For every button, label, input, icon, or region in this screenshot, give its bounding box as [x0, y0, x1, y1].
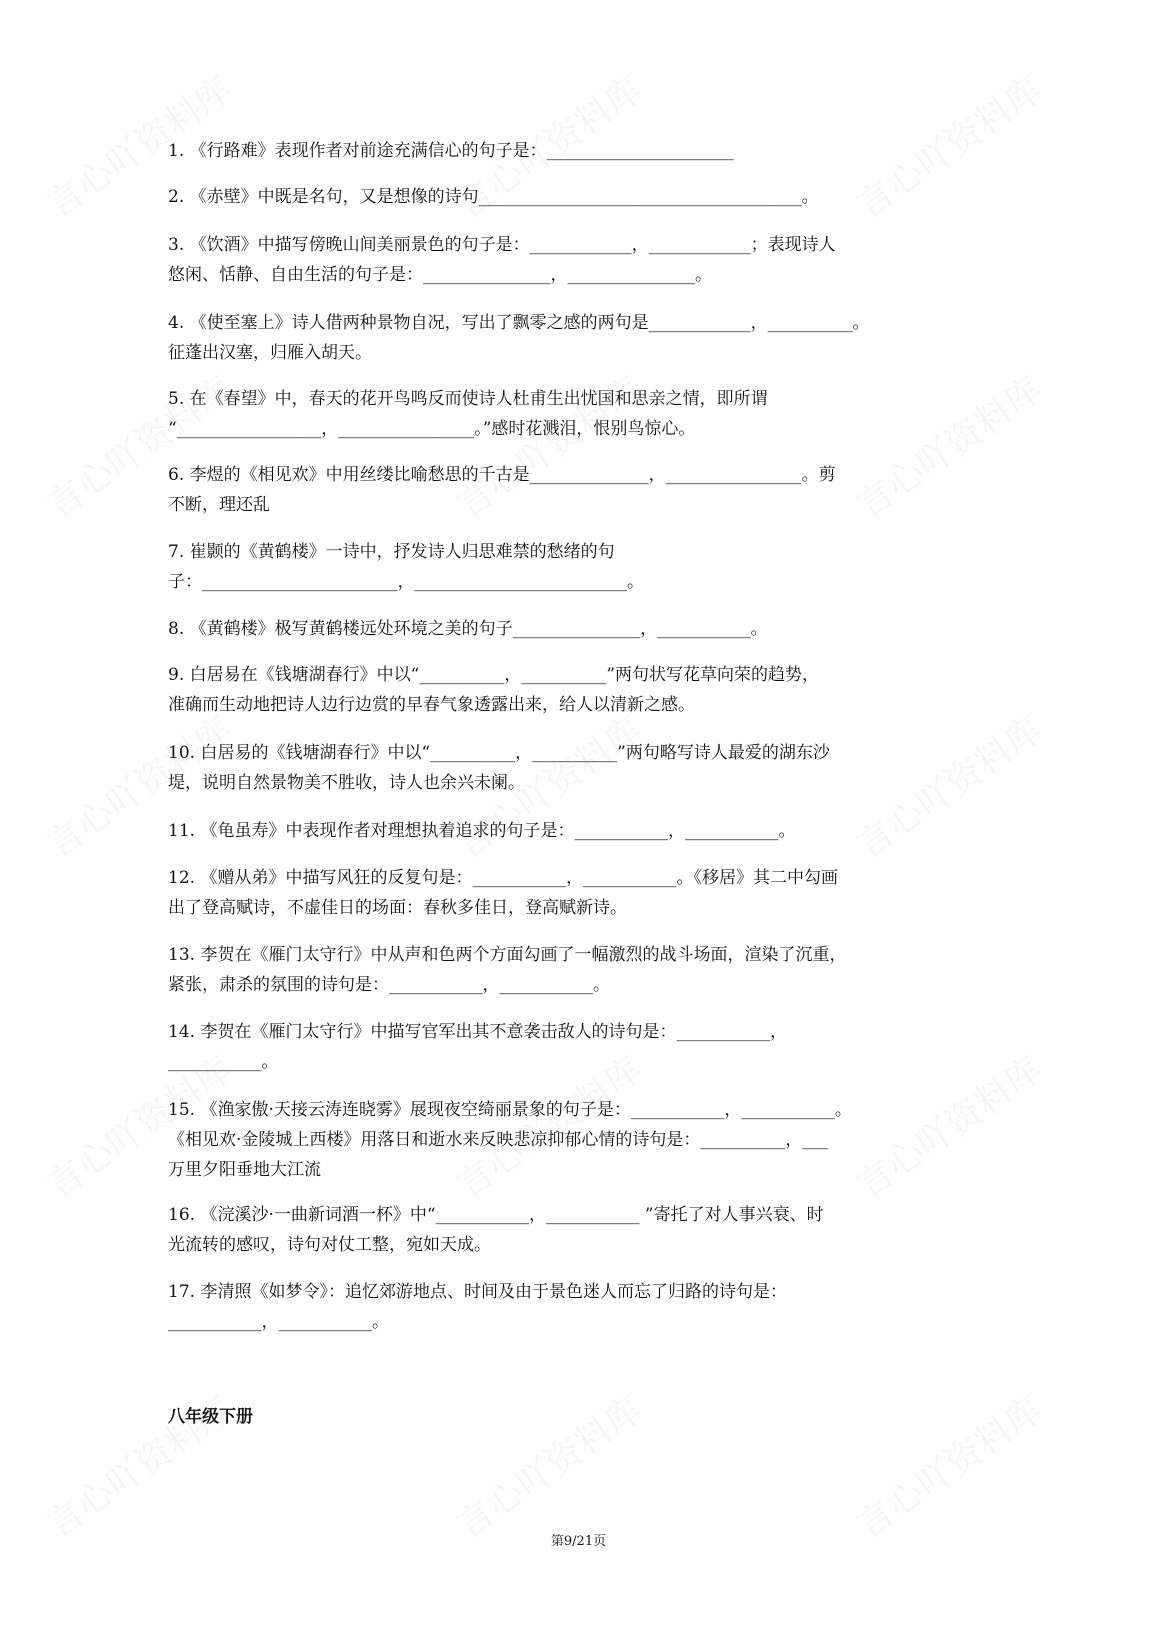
question-item — [168, 230, 948, 290]
question-line: 13. 李贺在《雁门太守行》中从声和色两个方面勾画了一幅激烈的战斗场面，渲染了沉重， — [168, 945, 847, 965]
question-line: 堤，说明自然景物美不胜收，诗人也余兴未阑。 — [168, 773, 525, 793]
question-item — [168, 816, 948, 846]
question-line: 2. 《赤壁》中既是名句，又是想像的诗句______________________________________。 — [168, 187, 819, 207]
question-line: 6. 李煜的《相见欢》中用丝缕比喻愁思的千古是______________，________________。剪 — [168, 465, 836, 485]
question-line: 4. 《使至塞上》诗人借两种景物自况，写出了飘零之感的两句是____________，__________。 — [168, 313, 870, 333]
question-item — [168, 460, 948, 520]
question-line: “_________________，________________。”感时花溅泪，恨别鸟惊心。 — [168, 419, 696, 439]
question-item — [168, 614, 948, 644]
question-item — [168, 182, 948, 212]
question-line: 子：_______________________，_________________________。 — [168, 572, 644, 592]
question-line: ___________。 — [168, 1052, 279, 1072]
question-item — [168, 1200, 948, 1260]
question-line: 光流转的感叹，诗句对仗工整，宛如天成。 — [168, 1235, 491, 1255]
question-item — [168, 537, 948, 597]
question-item — [168, 136, 948, 166]
question-line: 征蓬出汉塞，归雁入胡天。 — [168, 343, 372, 363]
question-line: 14. 李贺在《雁门太守行》中描写官军出其不意袭击敌人的诗句是：___________， — [168, 1022, 787, 1042]
question-line: 9. 白居易在《钱塘湖春行》中以“__________，__________”两句状写花草向荣的趋势， — [168, 665, 820, 685]
question-line: 《相见欢·金陵城上西楼》用落日和逝水来反映悲凉抑郁心情的诗句是：__________，___ — [168, 1130, 828, 1150]
section-heading: 八年级下册 — [168, 1407, 253, 1426]
question-line: 准确而生动地把诗人边行边赏的早春气象透露出来，给人以清新之感。 — [168, 695, 695, 715]
question-line: 17. 李清照《如梦令》：追忆郊游地点、时间及由于景色迷人而忘了归路的诗句是： — [168, 1282, 787, 1302]
question-line: 出了登高赋诗，不虚佳日的场面：春秋多佳日，登高赋新诗。 — [168, 898, 627, 918]
page-number: 第9/21页 — [550, 1534, 607, 1549]
question-item — [168, 660, 948, 720]
question-item — [168, 1277, 948, 1337]
question-line: 万里夕阳垂地大江流 — [168, 1160, 321, 1180]
question-line: 5. 在《春望》中，春天的花开鸟鸣反而使诗人杜甫生出忧国和思亲之情，即所谓 — [168, 389, 768, 409]
question-item — [168, 1095, 948, 1185]
watermark-text — [445, 1383, 651, 1549]
question-line: 不断，理还乱 — [168, 495, 270, 515]
question-item — [168, 940, 948, 1000]
question-line: 10. 白居易的《钱塘湖春行》中以“__________，__________”两句略写诗人最爱的湖东沙 — [168, 743, 830, 763]
question-item — [168, 738, 948, 798]
question-item — [168, 1017, 948, 1077]
question-line: 3. 《饮酒》中描写傍晚山间美丽景色的句子是：____________，____________；表现诗人 — [168, 235, 836, 255]
question-line: 1. 《行路难》表现作者对前途充满信心的句子是：______________________ — [168, 141, 734, 161]
question-line: ___________，___________。 — [168, 1312, 389, 1332]
question-item — [168, 863, 948, 923]
question-line: 12. 《赠从弟》中描写风狂的反复句是：___________，___________。《移居》其二中勾画 — [168, 868, 838, 888]
question-line: 悠闲、恬静、自由生活的句子是：_______________，_______________。 — [168, 265, 712, 285]
question-line: 8. 《黄鹤楼》极写黄鹤楼远处环境之美的句子_______________，___________。 — [168, 619, 768, 639]
question-item — [168, 384, 948, 444]
question-line: 15. 《渔家傲·天接云涛连晓雾》展现夜空绮丽景象的句子是：___________，___________。 — [168, 1100, 852, 1120]
question-line: 16. 《浣溪沙·一曲新词酒一杯》中“___________，___________ ”寄托了对人事兴衰、时 — [168, 1205, 824, 1225]
question-line: 11. 《龟虽寿》中表现作者对理想执着追求的句子是：___________，___________。 — [168, 821, 796, 841]
question-line: 紧张，肃杀的氛围的诗句是：___________，___________。 — [168, 975, 610, 995]
watermark-text — [845, 1383, 1051, 1549]
question-item — [168, 308, 948, 368]
question-line: 7. 崔颢的《黄鹤楼》一诗中，抒发诗人归思难禁的愁绪的句 — [168, 542, 615, 562]
